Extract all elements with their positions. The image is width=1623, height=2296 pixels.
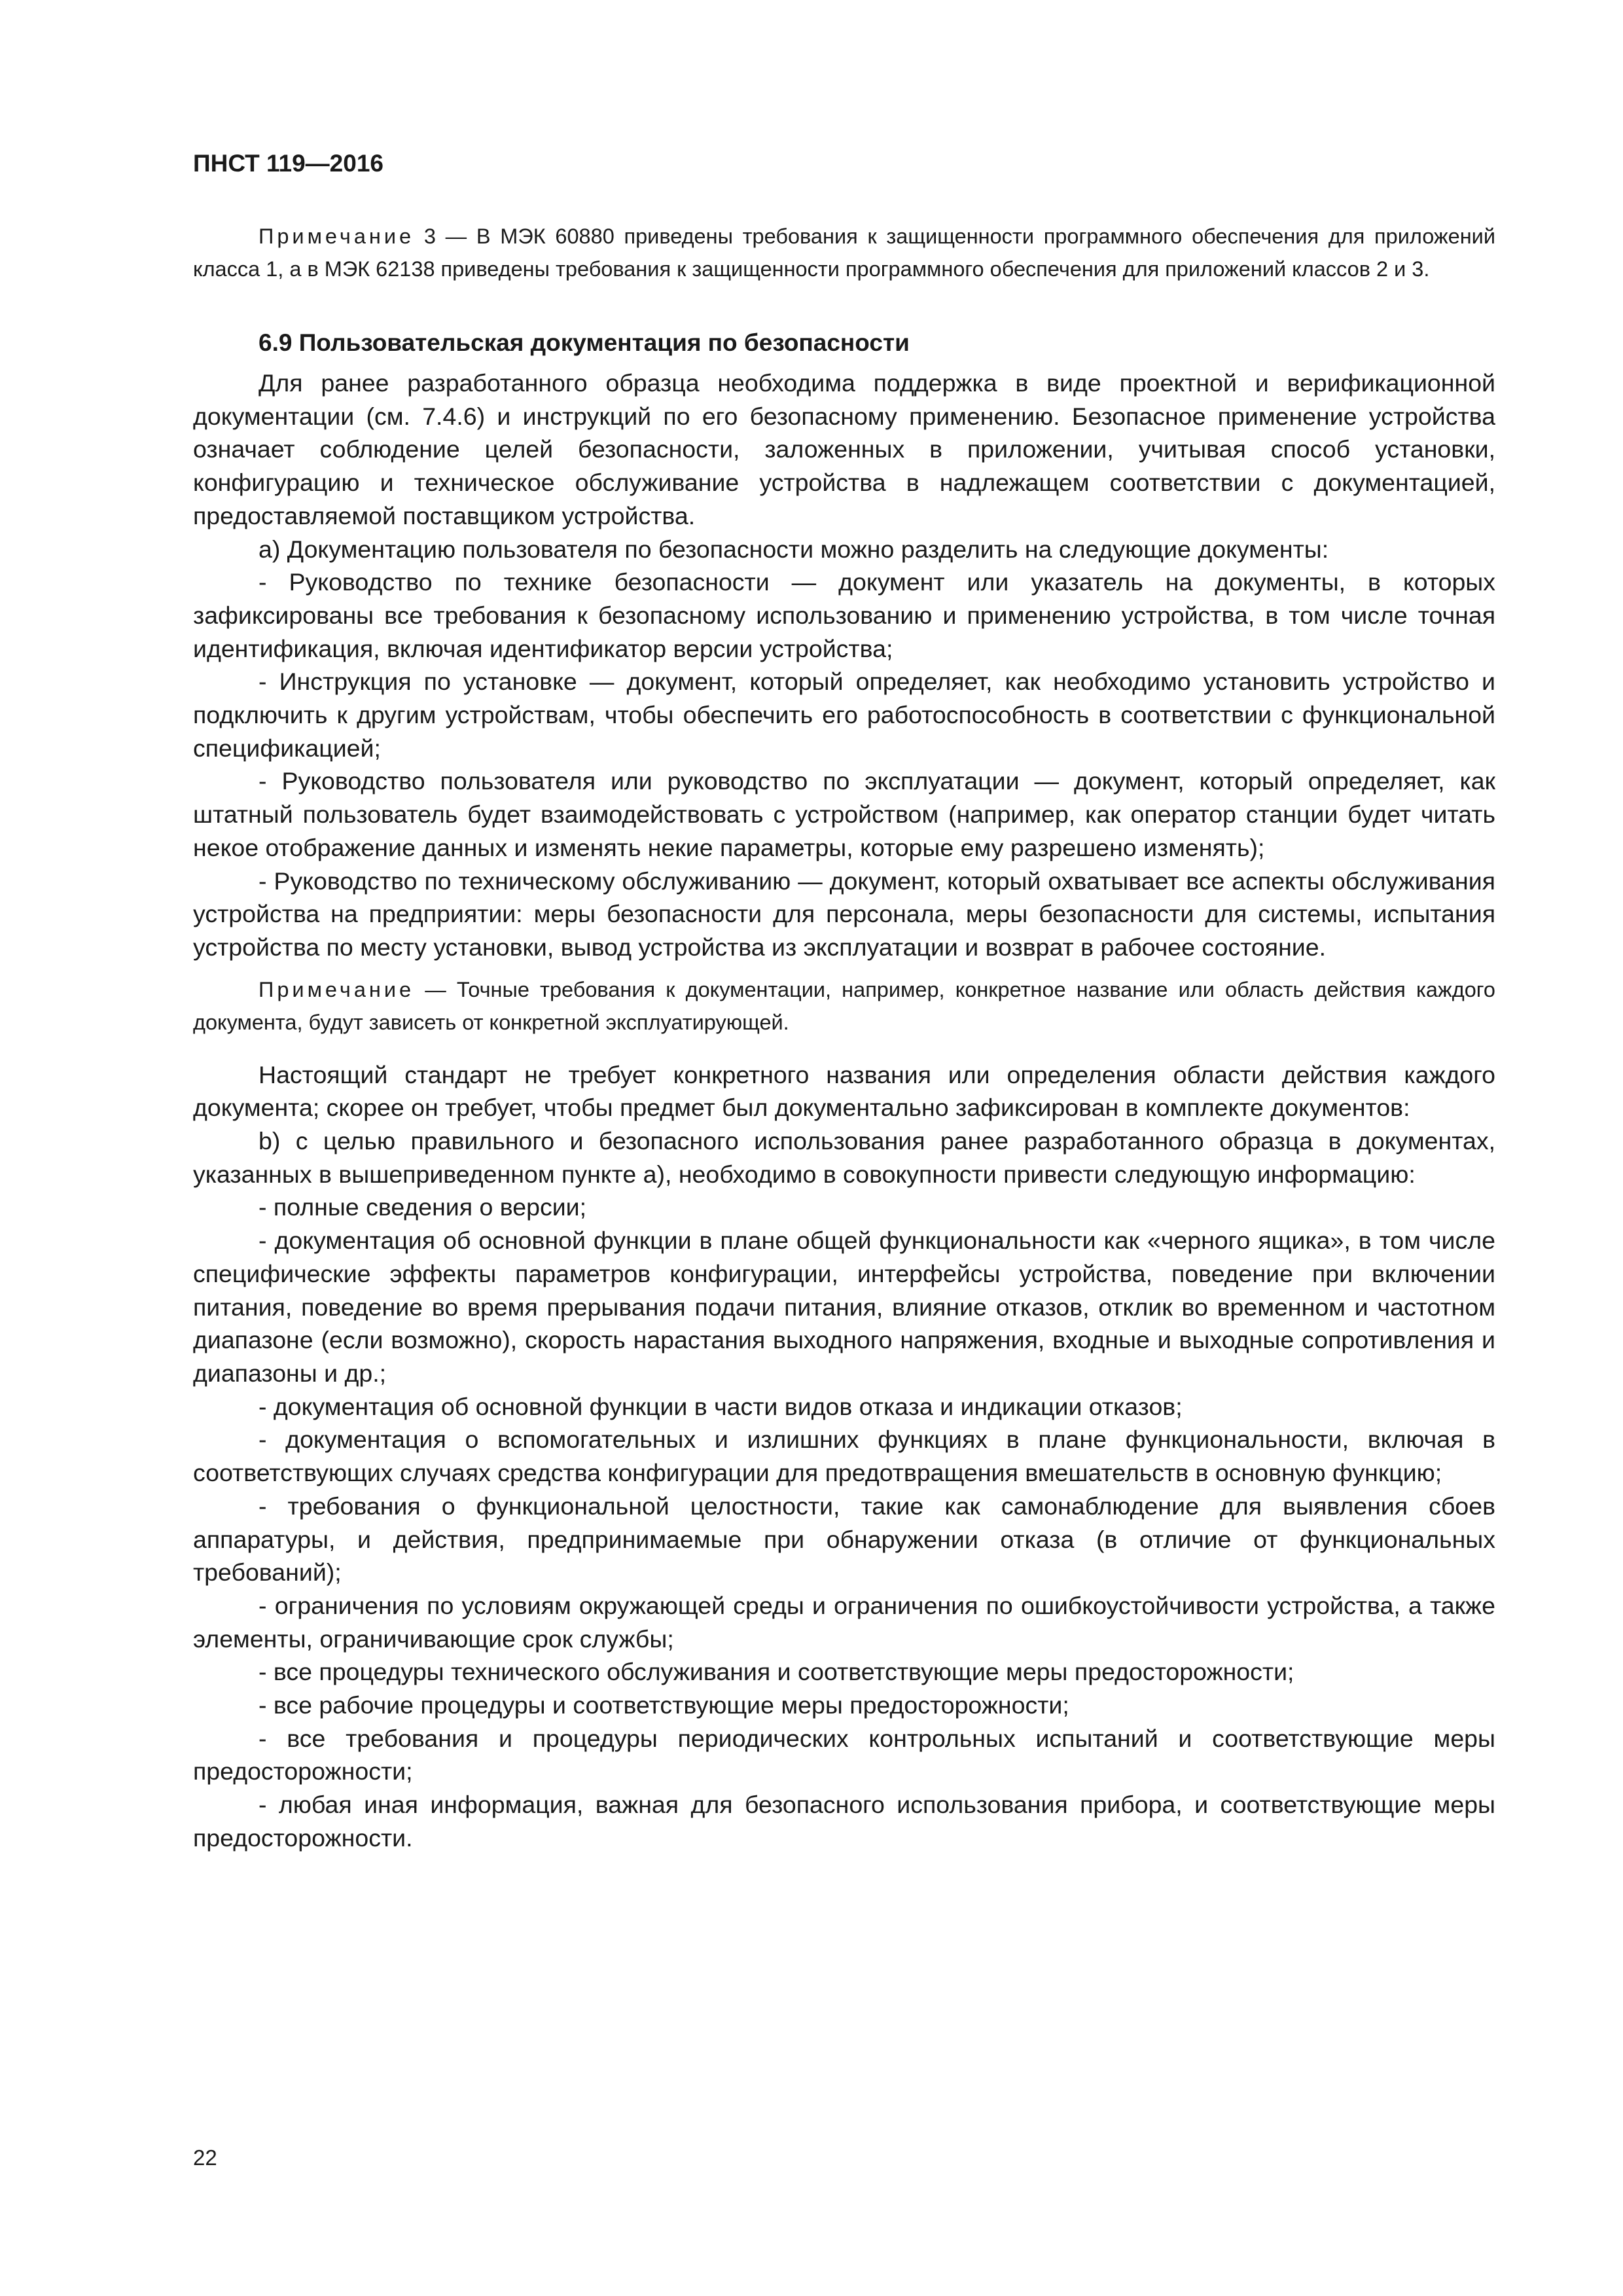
note-mid bbox=[193, 973, 1495, 1039]
list-item: - все рабочие процедуры и соответствующие меры предосторожности; bbox=[259, 1691, 1069, 1719]
document-code-header: ПНСТ 119—2016 bbox=[193, 150, 383, 177]
list-item: - документация об основной функции в плане общей функциональности как «черного ящика», в том числе специфические эффекты параметров конфигурации, интерфейсы устройства, поведение при включении питания, поведение во время прерывания подачи питания, влияние отказов, отклик во временном и частотном диапазоне (если возможно), скорость нарастания выходного напряжения, входные и выходные сопротивления и диапазоны и др.; bbox=[193, 1227, 1495, 1387]
list-item: - требования о функциональной целостности, такие как самонаблюдение для выявления сбоев аппаратуры, и действия, предпринимаемые при обнаружении отказа (в отличие от функциональных требований); bbox=[193, 1492, 1495, 1587]
note-label: Примечание bbox=[259, 224, 415, 248]
paragraph: Настоящий стандарт не требует конкретного названия или определения области действия каждого документа; скорее он требует, чтобы предмет был документально зафиксирован в комплекте документов: bbox=[193, 1060, 1495, 1122]
list-intro: b) с целью правильного и безопасного использования ранее разработанного образца в документах, указанных в вышеприведенном пункте а), необходимо в совокупности привести следующую информацию: bbox=[193, 1127, 1495, 1188]
list-item: - Руководство по техническому обслуживанию — документ, который охватывает все аспекты обслуживания устройства на предприятии: меры безопасности для персонала, меры безопасности для системы, испытания устройства по месту установки, вывод устройства из эксплуатации и возврат в рабочее состояние. bbox=[193, 867, 1495, 961]
body-text-block-a bbox=[193, 367, 1495, 964]
paragraph: Для ранее разработанного образца необходима поддержка в виде проектной и верификационной документации (см. 7.4.6) и инструкций по его безопасному применению. Безопасное применение устройства означает соблюдение целей безопасности, заложенных в приложении, учитывая способ установки, конфигурацию и техническое обслуживание устройства в надлежащем соответствии с документацией, предоставляемой поставщиком устройства. bbox=[193, 369, 1495, 529]
page-content bbox=[193, 144, 1495, 1855]
list-item: - ограничения по условиям окружающей среды и ограничения по ошибкоустойчивости устройства, а также элементы, ограничивающие срок службы; bbox=[193, 1591, 1495, 1653]
list-intro: а) Документацию пользователя по безопасности можно разделить на следующие документы: bbox=[259, 535, 1329, 563]
note-text: — Точные требования к документации, например, конкретное название или область действия каждого документа, будут зависеть от конкретной эксплуатирующей. bbox=[193, 977, 1495, 1034]
note-text: 3 — В МЭК 60880 приведены требования к защищенности программного обеспечения для приложений класса 1, а в МЭК 62138 приведены требования к защищенности программного обеспечения для приложений классов 2 и 3. bbox=[193, 224, 1495, 281]
list-item: - все требования и процедуры периодических контрольных испытаний и соответствующие меры предосторожности; bbox=[193, 1724, 1495, 1785]
note-label: Примечание bbox=[259, 977, 415, 1001]
section-heading: 6.9 Пользовательская документация по безопасности bbox=[259, 329, 910, 356]
list-item: - документация о вспомогательных и излишних функциях в плане функциональности, включая в соответствующих случаях средства конфигурации для предотвращения вмешательств в основную функцию; bbox=[193, 1426, 1495, 1487]
note-top bbox=[193, 220, 1495, 285]
list-item: - полные сведения о версии; bbox=[259, 1193, 587, 1221]
list-item: - Руководство по технике безопасности — документ или указатель на документы, в которых зафиксированы все требования к безопасному использованию и применению устройства, в том числе точная идентификация, включая идентификатор версии устройства; bbox=[193, 568, 1495, 662]
body-text-block-b bbox=[193, 1058, 1495, 1855]
list-item: - все процедуры технического обслуживания и соответствующие меры предосторожности; bbox=[259, 1658, 1294, 1686]
list-item: - Инструкция по установке — документ, который определяет, как необходимо установить устройство и подключить к другим устройствам, чтобы обеспечить его работоспособность в соответствии с функциональной спецификацией; bbox=[193, 668, 1495, 762]
list-item: - Руководство пользователя или руководство по эксплуатации — документ, который определяет, как штатный пользователь будет взаимодействовать с устройством (например, как оператор станции будет читать некое отображение данных и изменять некие параметры, которые ему разрешено изменять); bbox=[193, 767, 1495, 861]
list-item: - любая иная информация, важная для безопасного использования прибора, и соответствующие меры предосторожности. bbox=[193, 1791, 1495, 1852]
page-number: 22 bbox=[193, 2145, 217, 2170]
list-item: - документация об основной функции в части видов отказа и индикации отказов; bbox=[259, 1392, 1183, 1420]
